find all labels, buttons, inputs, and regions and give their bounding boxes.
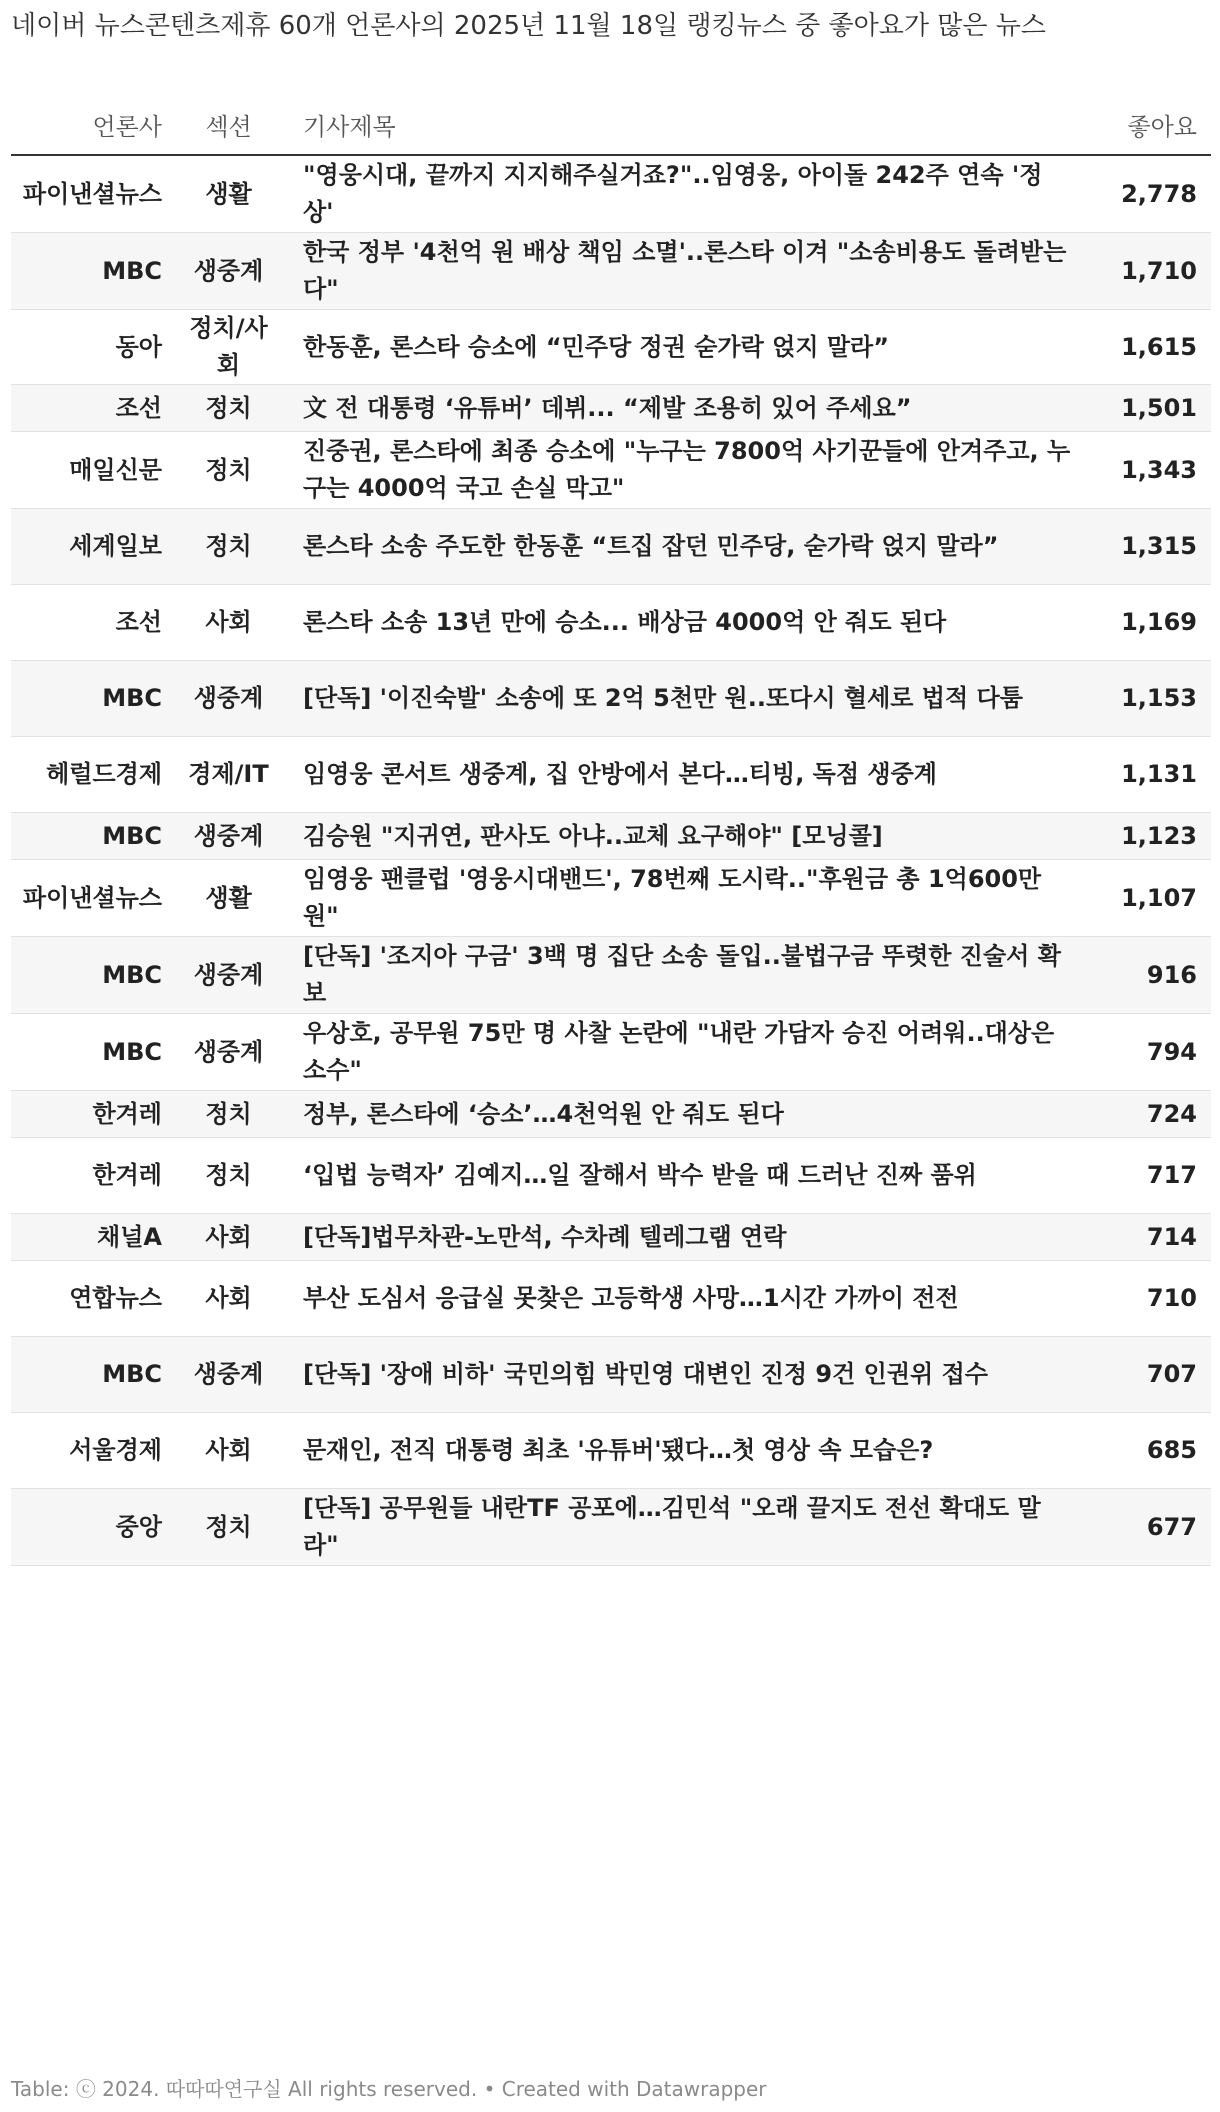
publisher-cell: 동아 — [11, 310, 176, 385]
publisher-cell: 조선 — [11, 385, 176, 432]
section-cell: 사회 — [176, 585, 281, 661]
header-likes[interactable]: 좋아요 — [1081, 95, 1211, 155]
publisher-cell: MBC — [11, 1014, 176, 1091]
ranking-table — [11, 95, 1211, 1566]
likes-cell: 1,710 — [1081, 233, 1211, 310]
publisher-cell: 조선 — [11, 585, 176, 661]
table-row — [11, 385, 1211, 432]
headline-cell: 부산 도심서 응급실 못찾은 고등학생 사망…1시간 가까이 전전 — [281, 1261, 1081, 1337]
headline-cell: 한동훈, 론스타 승소에 “민주당 정권 숟가락 얹지 말라” — [281, 310, 1081, 385]
headline-cell: [단독] '조지아 구금' 3백 명 집단 소송 돌입..불법구금 뚜렷한 진술서 확보 — [281, 937, 1081, 1014]
section-cell: 생중계 — [176, 233, 281, 310]
table-row — [11, 1489, 1211, 1566]
likes-cell: 1,169 — [1081, 585, 1211, 661]
section-cell: 정치/사회 — [176, 310, 281, 385]
likes-cell: 794 — [1081, 1014, 1211, 1091]
table-row — [11, 1091, 1211, 1138]
table-row — [11, 813, 1211, 860]
headline-cell: 文 전 대통령 ‘유튜버’ 데뷔... “제발 조용히 있어 주세요” — [281, 385, 1081, 432]
likes-cell: 1,501 — [1081, 385, 1211, 432]
section-cell: 정치 — [176, 509, 281, 585]
likes-cell: 717 — [1081, 1138, 1211, 1214]
headline-cell: 정부, 론스타에 ‘승소’…4천억원 안 줘도 된다 — [281, 1091, 1081, 1138]
likes-cell: 710 — [1081, 1261, 1211, 1337]
headline-cell: 론스타 소송 13년 만에 승소... 배상금 4000억 안 줘도 된다 — [281, 585, 1081, 661]
section-cell: 사회 — [176, 1214, 281, 1261]
section-cell: 생중계 — [176, 937, 281, 1014]
table-row — [11, 1413, 1211, 1489]
headline-cell: 김승원 "지귀연, 판사도 아냐..교체 요구해야" [모닝콜] — [281, 813, 1081, 860]
table-row — [11, 155, 1211, 233]
headline-cell: 진중권, 론스타에 최종 승소에 "누구는 7800억 사기꾼들에 안겨주고, 누구는 4000억 국고 손실 막고" — [281, 432, 1081, 509]
headline-cell: [단독] '이진숙발' 소송에 또 2억 5천만 원..또다시 혈세로 법적 다툼 — [281, 661, 1081, 737]
table-row — [11, 1337, 1211, 1413]
likes-cell: 916 — [1081, 937, 1211, 1014]
table-body — [11, 155, 1211, 1566]
table-row — [11, 1261, 1211, 1337]
headline-cell: [단독] '장애 비하' 국민의힘 박민영 대변인 진정 9건 인권위 접수 — [281, 1337, 1081, 1413]
publisher-cell: 중앙 — [11, 1489, 176, 1566]
likes-cell: 2,778 — [1081, 155, 1211, 233]
likes-cell: 707 — [1081, 1337, 1211, 1413]
headline-cell: 우상호, 공무원 75만 명 사찰 논란에 "내란 가담자 승진 어려워..대상은 소수" — [281, 1014, 1081, 1091]
section-cell: 사회 — [176, 1261, 281, 1337]
table-title: 네이버 뉴스콘텐츠제휴 60개 언론사의 2025년 11월 18일 랭킹뉴스 중 좋아요가 많은 뉴스 — [11, 11, 1046, 41]
publisher-cell: 세계일보 — [11, 509, 176, 585]
table-row — [11, 233, 1211, 310]
table-row — [11, 1138, 1211, 1214]
footer-credit: Table: ⓒ 2024. 따따따연구실 All rights reserved. • Created with Datawrapper — [11, 2077, 767, 2101]
table-row — [11, 585, 1211, 661]
headline-cell: [단독]법무차관-노만석, 수차례 텔레그램 연락 — [281, 1214, 1081, 1261]
table-row — [11, 1014, 1211, 1091]
publisher-cell: MBC — [11, 937, 176, 1014]
publisher-cell: 한겨레 — [11, 1138, 176, 1214]
likes-cell: 1,107 — [1081, 860, 1211, 937]
section-cell: 정치 — [176, 1091, 281, 1138]
section-cell: 정치 — [176, 385, 281, 432]
section-cell: 생활 — [176, 155, 281, 233]
publisher-cell: MBC — [11, 1337, 176, 1413]
likes-cell: 1,343 — [1081, 432, 1211, 509]
section-cell: 정치 — [176, 432, 281, 509]
headline-cell: 임영웅 팬클럽 '영웅시대밴드', 78번째 도시락.."후원금 총 1억600만원" — [281, 860, 1081, 937]
headline-cell: 론스타 소송 주도한 한동훈 “트집 잡던 민주당, 숟가락 얹지 말라” — [281, 509, 1081, 585]
publisher-cell: 연합뉴스 — [11, 1261, 176, 1337]
table-row — [11, 509, 1211, 585]
likes-cell: 1,123 — [1081, 813, 1211, 860]
publisher-cell: 한겨레 — [11, 1091, 176, 1138]
publisher-cell: MBC — [11, 233, 176, 310]
table-row — [11, 860, 1211, 937]
likes-cell: 724 — [1081, 1091, 1211, 1138]
table-header-row — [11, 95, 1211, 155]
publisher-cell: MBC — [11, 813, 176, 860]
section-cell: 정치 — [176, 1489, 281, 1566]
likes-cell: 1,315 — [1081, 509, 1211, 585]
headline-cell: "영웅시대, 끝까지 지지해주실거죠?"..임영웅, 아이돌 242주 연속 '정상' — [281, 155, 1081, 233]
section-cell: 생중계 — [176, 1014, 281, 1091]
likes-cell: 1,153 — [1081, 661, 1211, 737]
header-publisher[interactable]: 언론사 — [11, 95, 176, 155]
publisher-cell: 헤럴드경제 — [11, 737, 176, 813]
likes-cell: 685 — [1081, 1413, 1211, 1489]
publisher-cell: 매일신문 — [11, 432, 176, 509]
section-cell: 생중계 — [176, 813, 281, 860]
publisher-cell: 채널A — [11, 1214, 176, 1261]
table-row — [11, 661, 1211, 737]
likes-cell: 677 — [1081, 1489, 1211, 1566]
likes-cell: 1,131 — [1081, 737, 1211, 813]
section-cell: 생활 — [176, 860, 281, 937]
table-row — [11, 432, 1211, 509]
header-headline[interactable]: 기사제목 — [281, 95, 1081, 155]
section-cell: 생중계 — [176, 661, 281, 737]
publisher-cell: MBC — [11, 661, 176, 737]
headline-cell: [단독] 공무원들 내란TF 공포에…김민석 "오래 끌지도 전선 확대도 말라" — [281, 1489, 1081, 1566]
publisher-cell: 서울경제 — [11, 1413, 176, 1489]
publisher-cell: 파이낸셜뉴스 — [11, 155, 176, 233]
table-row — [11, 310, 1211, 385]
table-row — [11, 737, 1211, 813]
table-row — [11, 1214, 1211, 1261]
table-row — [11, 937, 1211, 1014]
section-cell: 사회 — [176, 1413, 281, 1489]
headline-cell: ‘입법 능력자’ 김예지…일 잘해서 박수 받을 때 드러난 진짜 품위 — [281, 1138, 1081, 1214]
header-section[interactable]: 섹션 — [176, 95, 281, 155]
section-cell: 경제/IT — [176, 737, 281, 813]
publisher-cell: 파이낸셜뉴스 — [11, 860, 176, 937]
headline-cell: 문재인, 전직 대통령 최초 '유튜버'됐다…첫 영상 속 모습은? — [281, 1413, 1081, 1489]
headline-cell: 한국 정부 '4천억 원 배상 책임 소멸'..론스타 이겨 "소송비용도 돌려받는다" — [281, 233, 1081, 310]
section-cell: 정치 — [176, 1138, 281, 1214]
likes-cell: 1,615 — [1081, 310, 1211, 385]
headline-cell: 임영웅 콘서트 생중계, 집 안방에서 본다…티빙, 독점 생중계 — [281, 737, 1081, 813]
section-cell: 생중계 — [176, 1337, 281, 1413]
likes-cell: 714 — [1081, 1214, 1211, 1261]
